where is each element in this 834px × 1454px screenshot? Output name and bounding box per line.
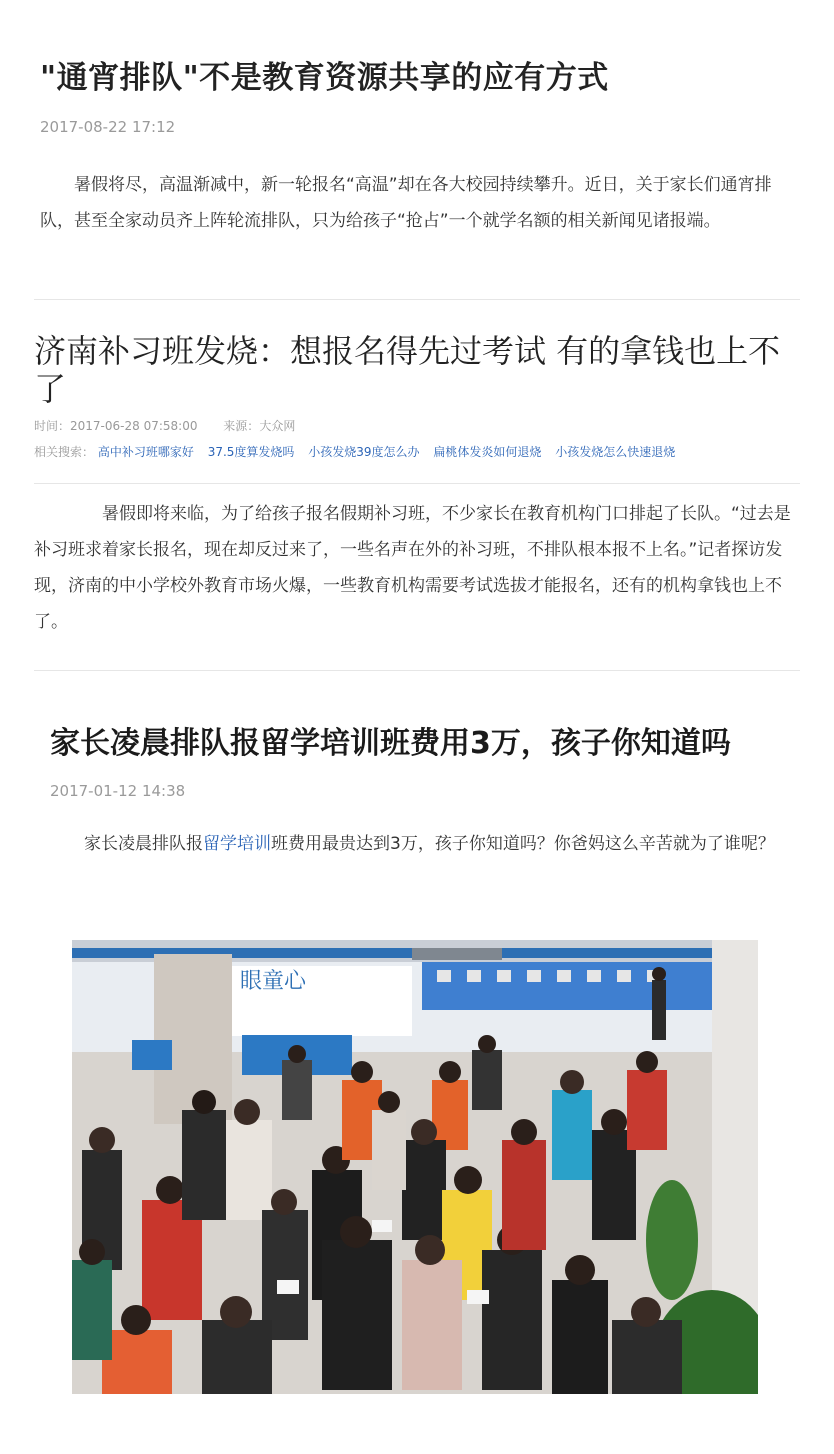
article-1-title[interactable]: "通宵排队"不是教育资源共享的应有方式 xyxy=(40,60,609,96)
related-link[interactable]: 高中补习班哪家好 xyxy=(97,445,194,459)
meta-time xyxy=(34,419,197,433)
article-3-title[interactable]: 家长凌晨排队报留学培训班费用3万，孩子你知道吗 xyxy=(50,726,731,761)
related-link[interactable]: 小孩发烧怎么快速退烧 xyxy=(555,445,676,459)
photo-sign: 眼童心 xyxy=(240,969,307,994)
crowd-photo xyxy=(72,940,758,1394)
meta-source-value: 大众网 xyxy=(259,419,296,433)
body-text: 家长凌晨排队报 xyxy=(84,834,203,854)
article-1-body: 暑假将尽，高温渐减中，新一轮报名“高温”却在各大校园持续攀升。近日，关于家长们通宵排队，甚至全家动员齐上阵轮流排队，只为给孩子“抢占”一个就学名额的相关新闻见诸报端。 xyxy=(40,175,772,231)
divider xyxy=(34,299,800,300)
article-2-meta xyxy=(34,417,317,434)
article-3-date: 2017-01-12 14:38 xyxy=(50,782,186,800)
related-search xyxy=(34,443,685,460)
article-3-body xyxy=(50,826,780,862)
body-text: 班费用最贵达到3万，孩子你知道吗？你爸妈这么辛苦就为了谁呢？ xyxy=(271,834,775,854)
divider xyxy=(34,483,800,484)
crowd-photo-illustration xyxy=(72,940,758,1394)
keyword-link[interactable]: 留学培训 xyxy=(203,834,271,854)
meta-source xyxy=(223,419,295,433)
divider xyxy=(34,670,800,671)
related-search-label: 相关搜索： xyxy=(34,445,95,459)
meta-time-value: 2017-06-28 07:58:00 xyxy=(70,419,198,433)
related-link[interactable]: 小孩发烧39度怎么办 xyxy=(308,445,420,459)
meta-source-label: 来源： xyxy=(223,419,260,433)
related-link[interactable]: 37.5度算发烧吗 xyxy=(207,445,295,459)
related-link[interactable]: 扁桃体发炎如何退烧 xyxy=(433,445,542,459)
article-2-body: 暑假即将来临，为了给孩子报名假期补习班，不少家长在教育机构门口排起了长队。“过去是补习班求着家长报名，现在却反过来了，一些名声在外的补习班，不排队根本报不上名。”记者探访发现，济南的中小学校外教育市场火爆，一些教育机构需要考试选拔才能报名，还有的机构拿钱也上不了。 xyxy=(34,504,791,632)
meta-time-label: 时间： xyxy=(34,419,71,433)
article-2-title[interactable]: 济南补习班发烧：想报名得先过考试 有的拿钱也上不了 xyxy=(34,332,781,408)
article-1-date: 2017-08-22 17:12 xyxy=(40,118,176,136)
